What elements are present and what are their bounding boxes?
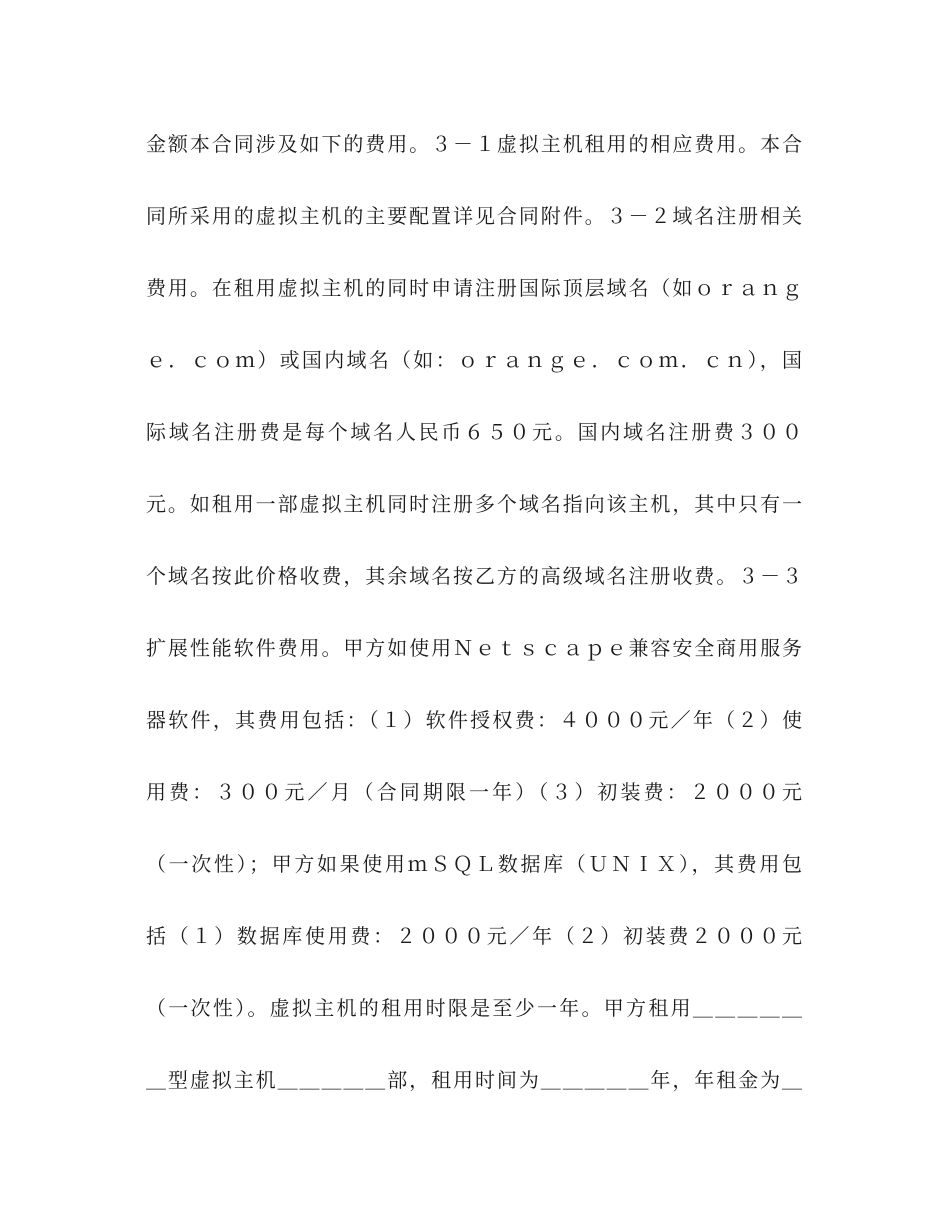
text-line-7: 个域名按此价格收费，其余域名按乙方的高级域名注册收费。３－３ (146, 564, 802, 588)
text-line-9: 器软件，其费用包括：（１）软件授权费：４０００元／年（２）使 (146, 708, 802, 732)
text-line-6: 元。如租用一部虚拟主机同时注册多个域名指向该主机，其中只有一 (146, 492, 802, 516)
text-line-3: 费用。在租用虚拟主机的同时申请注册国际顶层域名（如ｏｒａｎｇ (146, 276, 802, 300)
text-line-12: 括（１）数据库使用费：２０００元／年（２）初装费２０００元 (146, 924, 802, 948)
text-line-13: （一次性）。虚拟主机的租用时限是至少一年。甲方租用＿＿＿＿＿ (146, 996, 802, 1020)
text-line-2: 同所采用的虚拟主机的主要配置详见合同附件。３－２域名注册相关 (146, 204, 802, 228)
text-line-5: 际域名注册费是每个域名人民币６５０元。国内域名注册费３００ (146, 420, 802, 444)
text-line-14: ＿型虚拟主机＿＿＿＿＿部，租用时间为＿＿＿＿＿年，年租金为＿ (146, 1068, 802, 1092)
text-line-11: （一次性）；甲方如果使用ｍＳＱＬ数据库（ＵＮＩＸ），其费用包 (146, 852, 802, 876)
text-line-10: 用费：３００元／月（合同期限一年）（３）初装费：２０００元 (146, 780, 802, 804)
text-line-8: 扩展性能软件费用。甲方如使用Ｎｅｔｓｃａｐｅ兼容安全商用服务 (146, 636, 802, 660)
contract-body-text (146, 124, 802, 1132)
text-line-1: 金额本合同涉及如下的费用。３－１虚拟主机租用的相应费用。本合 (146, 132, 802, 156)
text-line-4: ｅ．ｃｏｍ）或国内域名（如：ｏｒａｎｇｅ．ｃｏｍ．ｃｎ），国 (146, 348, 802, 372)
